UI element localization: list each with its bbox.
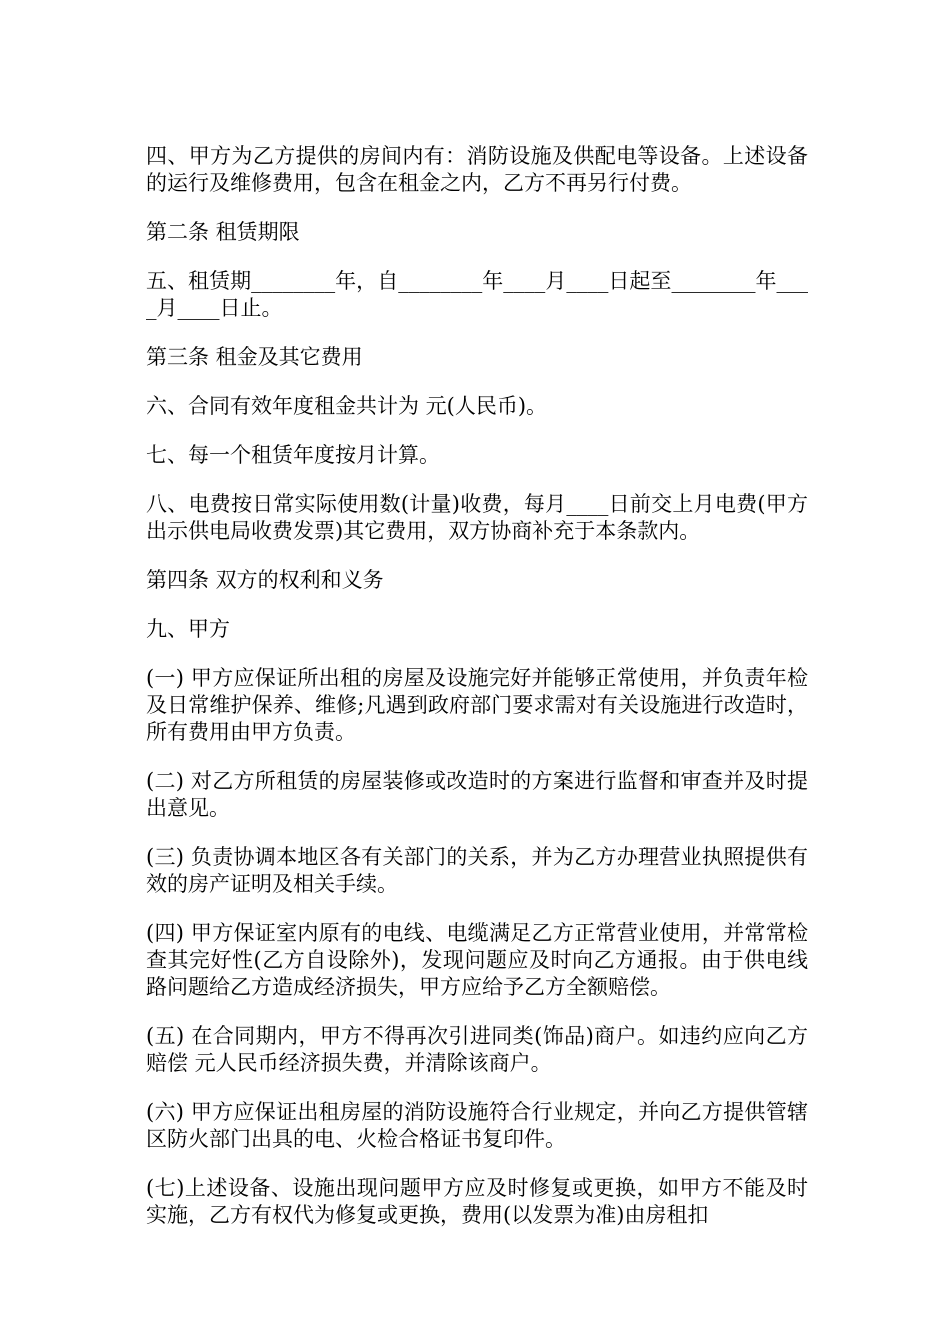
clause-9-item-7: (七)上述设备、设施出现问题甲方应及时修复或更换，如甲方不能及时实施，乙方有权代为修复或更换，费用(以发票为准)由房租扣 xyxy=(146,1176,808,1227)
article-3-heading: 第三条 租金及其它费用 xyxy=(146,345,363,369)
clause-4-paragraph: 四、甲方为乙方提供的房间内有：消防设施及供配电等设备。上述设备的运行及维修费用，包含在租金之内，乙方不再另行付费。 xyxy=(146,144,808,195)
clause-9-item-3: (三) 负责协调本地区各有关部门的关系，并为乙方办理营业执照提供有效的房产证明及相关手续。 xyxy=(146,845,808,896)
clause-6-paragraph: 六、合同有效年度租金共计为 元(人民币)。 xyxy=(146,394,548,418)
article-2-heading: 第二条 租赁期限 xyxy=(146,220,300,244)
clause-9-item-5: (五) 在合同期内，甲方不得再次引进同类(饰品)商户。如违约应向乙方赔偿 元人民币经济损失费，并清除该商户。 xyxy=(146,1024,808,1075)
clause-8-paragraph: 八、电费按日常实际使用数(计量)收费，每月____日前交上月电费(甲方出示供电局收费发票)其它费用，双方协商补充于本条款内。 xyxy=(146,492,808,543)
document-body xyxy=(146,143,808,1251)
clause-9-item-6: (六) 甲方应保证出租房屋的消防设施符合行业规定，并向乙方提供管辖区防火部门出具的电、火检合格证书复印件。 xyxy=(146,1100,808,1151)
clause-9-item-1: (一) 甲方应保证所出租的房屋及设施完好并能够正常使用，并负责年检及日常维护保养、维修;凡遇到政府部门要求需对有关设施进行改造时，所有费用由甲方负责。 xyxy=(146,666,808,744)
article-4-heading: 第四条 双方的权利和义务 xyxy=(146,568,384,592)
clause-9-item-2: (二) 对乙方所租赁的房屋装修或改造时的方案进行监督和审查并及时提出意见。 xyxy=(146,769,808,820)
clause-9-heading: 九、甲方 xyxy=(146,617,230,641)
clause-5-paragraph: 五、租赁期________年，自________年____月____日起至________年____月____日止。 xyxy=(146,269,808,320)
clause-9-item-4: (四) 甲方保证室内原有的电线、电缆满足乙方正常营业使用，并常常检查其完好性(乙方自设除外)，发现问题应及时向乙方通报。由于供电线路问题给乙方造成经济损失，甲方应给予乙方全额赔偿。 xyxy=(146,921,808,999)
clause-7-paragraph: 七、每一个租赁年度按月计算。 xyxy=(146,443,440,467)
